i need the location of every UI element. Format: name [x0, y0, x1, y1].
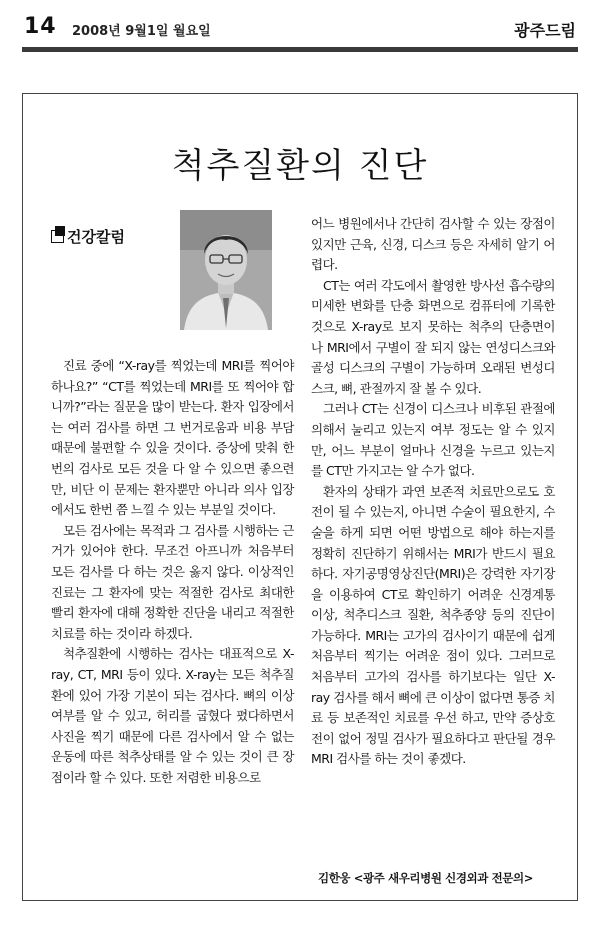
- section-marker-icon: [51, 230, 64, 243]
- article-title: 척추질환의 진단: [171, 146, 429, 186]
- portrait-image: [180, 210, 272, 330]
- article-column-right: [311, 214, 555, 770]
- paragraph: 어느 병원에서나 간단히 검사할 수 있는 장점이 있지만 근육, 신경, 디스크 등은 자세히 알기 어렵다.: [311, 216, 555, 273]
- paragraph: CT는 여러 각도에서 촬영한 방사선 흡수량의 미세한 변화를 단층 화면으로 컴퓨터에 기록한 것으로 X-ray로 보지 못하는 척추의 단층면이나 MRI에서 구별이 잘 되지 않는 연성디스크와 골성 디스크의 구별이 가능하며 오래된 변성디스크, 뼈, 관절까지 잘 볼 수 있다.: [311, 277, 555, 396]
- paragraph: 환자의 상태가 과연 보존적 치료만으로도 호전이 될 수 있는지, 아니면 수술이 필요한지, 수술을 하게 되면 어떤 방법으로 해야 하는지를 정확히 진단하기 위해서는 MRI가 반드시 필요하다. 자기공명영상진단(MRI)은 강력한 자기장을 이용하여 CT로 확인하기 어려운 신경계통 이상, 척추디스크 질환, 척추종양 등의 진단이 가능하다. MRI는 고가의 검사이기 때문에 쉽게 처음부터 찍기는 어려운 점이 있다. 그러므로 처음부터 고가의 검사를 하기보다는 일단 X-ray 검사를 해서 뼈에 큰 이상이 없다면 통증 치료 등 보존적인 치료를 우선 하고, 만약 증상호전이 없어 정밀 검사가 필요하다고 판단될 경우 MRI 검사를 하는 것이 좋겠다.: [311, 483, 555, 767]
- paragraph: 척추질환에 시행하는 검사는 대표적으로 X-ray, CT, MRI 등이 있다. X-ray는 모든 척추질환에 있어 가장 기본이 되는 검사다. 뼈의 이상여부를 알 수 있고, 허리를 굽혔다 폈다하면서 사진을 찍기 때문에 다른 검사에서 알 수 없는 운동에 따른 척추상태를 알 수 있는 것이 큰 장점이라 할 수 있다. 또한 저렴한 비용으로: [51, 646, 294, 785]
- columnist-photo: [180, 210, 272, 330]
- article-column-left: [51, 356, 294, 788]
- issue-date: 2008년 9월1일 월요일: [72, 24, 211, 39]
- author-byline: 김한웅 <광주 새우리병원 신경외과 전문의>: [318, 871, 533, 885]
- paragraph: 그러나 CT는 신경이 디스크나 비후된 관절에 의해서 눌리고 있는지 여부 정도는 알 수 있지만, 어느 부분이 얼마나 신경을 누르고 있는지를 CT만 가지고는 알 수가 없다.: [311, 401, 555, 479]
- publication-name: 광주드림: [514, 21, 576, 40]
- page-number: 14: [24, 14, 57, 39]
- section-label-text: 건강칼럼: [67, 228, 125, 246]
- header-rule: [22, 47, 578, 52]
- page-header: [0, 0, 600, 44]
- section-label: [51, 226, 125, 247]
- paragraph: 모든 검사에는 목적과 그 검사를 시행하는 근거가 있어야 한다. 무조건 아프니까 처음부터 모든 검사를 다 하는 것은 옳지 않다. 이상적인 진료는 그 환자에 맞는 적절한 검사로 최대한 빨리 환자에 대해 정확한 진단을 내리고 적절한 치료를 하는 것이라 하겠다.: [51, 522, 294, 641]
- paragraph: 진료 중에 “X-ray를 찍었는데 MRI를 찍어야 하나요?” “CT를 찍었는데 MRI를 또 찍어야 합니까?”라는 질문을 많이 받는다. 환자 입장에서는 여러 검사를 하면 그 번거로움과 비용 부담 때문에 불편할 수 있을 것이다. 증상에 맞춰 한 번의 검사로 모든 것을 다 알 수 있으면 좋으련만, 비단 이 문제는 환자뿐만 아니라 의사 입장에서도 한번 쯤 느낄 수 있는 부분일 것이다.: [51, 358, 294, 518]
